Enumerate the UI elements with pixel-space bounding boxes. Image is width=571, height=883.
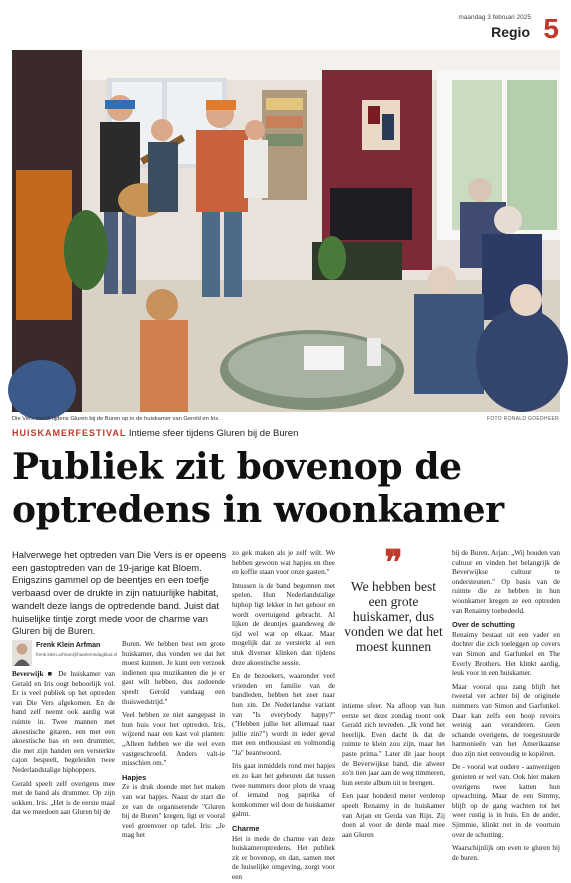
paragraph: Het is mede de charme van deze huiskameroptredens. Het publiek zit er bovenop, en dan, samen met de huiselijke omgeving, zorgt voor een [232, 834, 335, 881]
article-column-3 [232, 549, 336, 881]
author-email: frenk.klein.arfman@haarlemsdagblad.nl [36, 652, 118, 657]
kicker-tag: HUISKAMERFESTIVAL [12, 428, 127, 438]
subheading: Charme [232, 824, 260, 834]
article-headline: Publiek zit bovenop de optredens in woonkamer [12, 446, 504, 531]
paragraph: Buren. We hebben best een grote huiskamer, dus vonden we dat het moest kunnen. Je kunt een verzoek indienen qua muzikanten die je er gast wilt hebben, dus zodoende speelt Gerold vandaag een thuiswedstrijd." [122, 640, 225, 706]
section-name: Regio [491, 24, 530, 40]
author-photo [12, 640, 32, 666]
paragraph: Maar vooral qua zang blijft het tweetal ver achter bij de originele nummers van Simon and Garfunkel. Daar kan zelfs een hoop revoirs weinig aan veranderen. Geen schande overigens, de toegestuurde harmonieën van het Amerikaanse duo zijn niet eenvoudig te kopiëren. [452, 682, 560, 758]
paragraph: Veel hebben ze niet aangepast in hun huis voor het optreden. Iris, wijzend naar een kast vol planten: „Alleen hebben we die wel even vastgeschroefd. Anders valt-ie misschien om." [122, 711, 225, 768]
paragraph-text: De huiskamer van Gerald en Iris oogt behoorlijk vol. Er is veel publiek op het optreden van Die Vers afgekomen. En de band zelf neemt ook aardig wat ruimte in. Twee mannen met akoestische gitaren, een met een akoestische bas en een drummer, die met zijn handen een versterkte cajon bespeelt, begeleiden twee Nederlandstalige hiphoppers. [12, 670, 115, 774]
author-name: Frenk Klein Arfman [36, 642, 101, 649]
paragraph: zo gek maken als je zelf wilt. We hebben gewoon wat hapjes en thee en koffie staan voor onze gasten." [232, 549, 335, 577]
paragraph: bij de Buren. Arjan: „Wij houden van cultuur en vinden het belangrijk de Beverwijkse cultuur te ondersteunen." Op basis van de ruimte die ze hebben in hun woonkamer kregen ze een optreden van Renaimy toebedeeld. [452, 549, 560, 615]
paragraph: En de bezoekers, waaronder veel vrienden en familie van de bandleden, hebben het zeer naar hun zin. De Nederlandse variant van "Is everybody happy?" ("Hebben jullie het allemaal naar jullie zin?") wordt in ieder geval met een enthousiast en volmondig "Ja" beantwoord. [232, 672, 335, 757]
paragraph: Renaimy bestaat uit een vader en dochter die zich toeleggen op covers van Simon and Garfunkel en The Everly Brothers. Het klinkt aardig, leuk voor in een huiskamer. [452, 630, 560, 678]
paragraph: Iris gaat inmiddels rond met hapjes en zo kan het gebeuren dat tussen twee nummers door plots de vraag of iemand nog paprika of komkommer wil door de huiskamer galmt. [232, 762, 336, 819]
paragraph: Beverwijk ■ De huiskamer van Gerald en Iris oogt behoorlijk vol. Er is veel publiek op het optreden van Die Vers afgekomen. En de band zelf neemt ook aardig wat ruimte in. Twee mannen met akoestische gitaren, een met een akoestische bas en een drummer, die met zijn handen een versterkte cajon bespeelt, begeleiden twee Nederlandstalige hiphoppers. [12, 670, 115, 774]
paragraph: Waarschijnlijk om even te gluren bij de buren. [452, 844, 560, 862]
subheading: Over de schutting [452, 620, 515, 630]
subheading: Hapjes [122, 772, 147, 782]
pull-quote-text: We hebben best een grote huiskamer, dus vonden we dat het moest kunnen [344, 579, 443, 654]
paragraph: Gerald speelt zelf overigens mee met de band als drummer. Op zijn sokken. Iris: „Het is de eerste maal dat we meedoen aan Gluren bij de [12, 779, 115, 817]
article-kicker [12, 428, 298, 439]
quote-mark-icon: ❞ [384, 543, 403, 583]
paragraph: Een paar honderd meter verderop speelt Renaimy in de huiskamer van Arjan en Gerda van Rijn. Zij doen al voor de derde maal mee aan Gluren [342, 792, 445, 839]
article-photo [12, 50, 560, 412]
dateline: Beverwijk [12, 670, 44, 678]
paragraph: intieme sfeer. Na afloop van hun eerste set deze zondag toont ook Gerald zich tevreden. „Ik vond het heerlijk. Even dacht ik dat de ruimte te klein zou zijn, maar het paste prima." Later dit jaar hoopt de Beverwijkse band, die alweer zo'n tien jaar aan de weg timmeren, hun eerste album uit te brengen. [342, 702, 445, 787]
article-column-5 [452, 549, 560, 862]
page-number: 5 [543, 13, 559, 44]
photo-caption: Die Vers treedt tijdens Gluren bij de Buren op in de huiskamer van Gerold en Iris. [12, 416, 220, 422]
paragraph: De - vooral wat oudere - aanwezigen genieten er wel van. Ook hier maken overigens twee katten hun opwachting. Maar de een Simmy, blijft op de gang wachten tot het weer rustig is in huis. En de ander, Sjimmie, klinkt net in de voortuin over de schutting. [452, 763, 560, 839]
paragraph: Ze is druk doende met het maken van wat hapjes. Naast de start die ze van de organiserende "Gluren bij de Buren" kregen, ligt er vooral veel groenvoer op tafel. Iris: „Je mag het [122, 783, 225, 840]
paragraph: Intussen is de band begonnen met spelen. Hun Nederlandstalige hiphop ligt lekker in het gehoor en wordt overtuigend gebracht. Al lijken de deuntjes gaandeweg de tijd wel wat op elkaar. Maar mogelijk dat ze versterkt al een stuk diverser klinken dan tijdens deze akoestische sessie. [232, 581, 335, 667]
photo-credit: FOTO RONALD GOEDHEER [486, 416, 559, 422]
article-intro: Halverwege het optreden van Die Vers is er opeens een gastoptreden van de 19-jarige kat Bloem. Enigszins gammel op de beentjes en een toefje verbaasd over de drukte in zijn natuurlijke habitat, wandelt deze langs de optredende band. Juist dat huiselijke tintje zorgt mede voor de charme van Gluren bij de Buren. [12, 549, 227, 637]
article-column-1 [12, 670, 115, 817]
article-column-2 [122, 640, 225, 840]
pull-quote [340, 543, 447, 699]
kicker-subtitle: Intieme sfeer tijdens Gluren bij de Buren [128, 428, 299, 439]
edition-date: maandag 3 februari 2025 [458, 14, 531, 21]
